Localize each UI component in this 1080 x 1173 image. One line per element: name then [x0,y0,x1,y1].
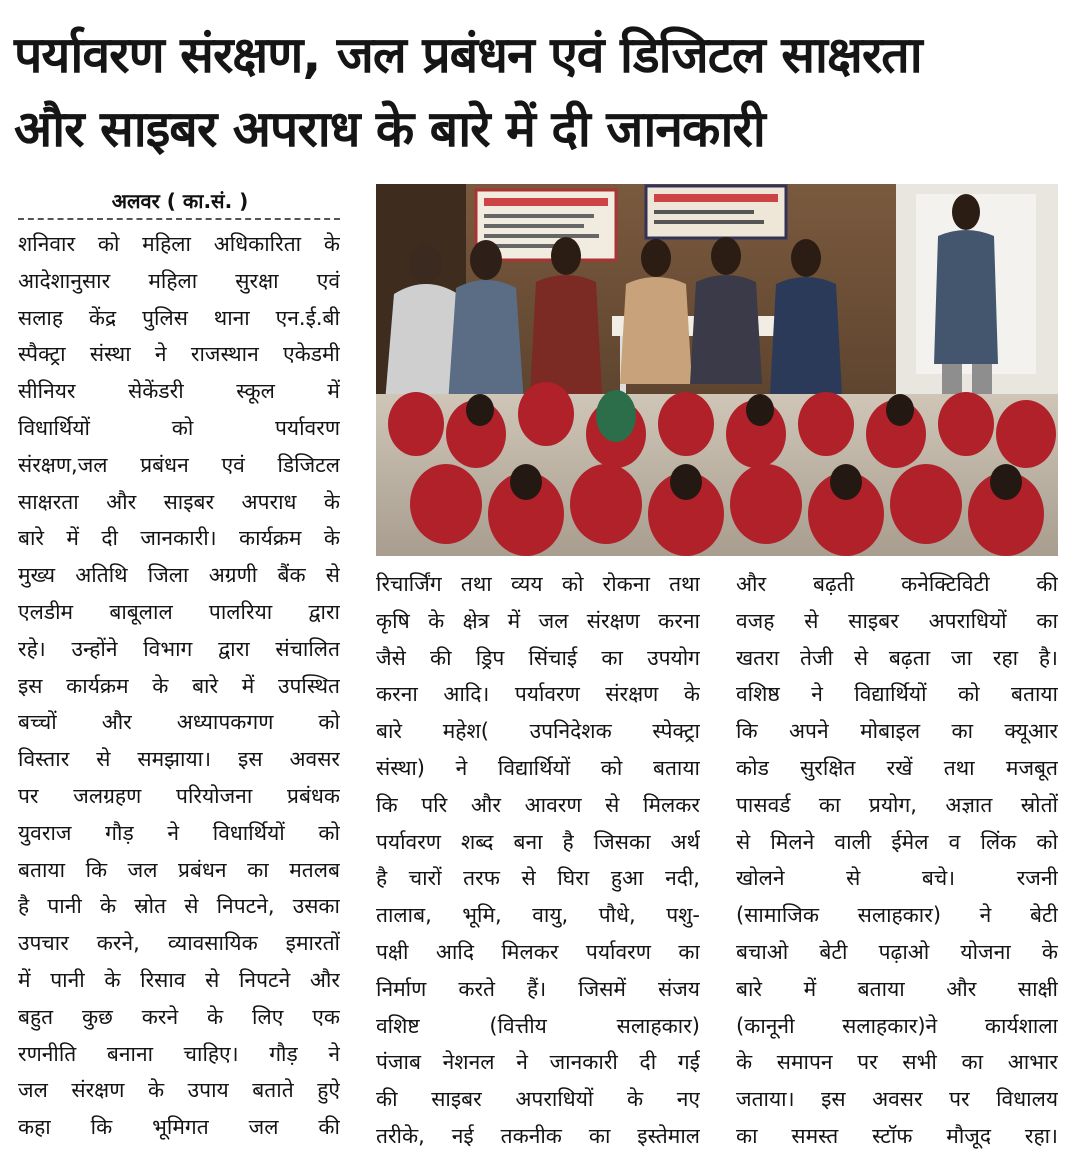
article-line: उपचार करने, व्यावसायिक इमारतों [18,931,340,956]
article-line: कहा कि भूमिगत जल की [18,1115,340,1140]
article-line: बचाओ बेटी पढ़ाओ योजना के [736,939,1058,964]
article-line: पंजाब नेशनल ने जानकारी दी गई [376,1050,700,1075]
article-column-2 [376,566,700,1155]
article-line: जल संरक्षण के उपाय बताते हुऐ [18,1078,340,1103]
article-line: है पानी के स्रोत से निपटने, उसका [18,894,340,919]
article-line: कि परि और आवरण से मिलकर [376,792,700,817]
article-line: स्पैक्ट्रा संस्था ने राजस्थान एकेडमी [18,342,340,367]
article-column-3 [736,566,1058,1155]
article-line: पासवर्ड का प्रयोग, अज्ञात स्रोतों [736,792,1058,817]
article-line: रहे। उन्होंने विभाग द्वारा संचालित [18,636,340,661]
article-line: और बढ़ती कनेक्टिविटी की [736,572,1058,596]
article-line: कृषि के क्षेत्र में जल संरक्षण करना [376,608,700,633]
article-line: वशिष्ट (वित्तीय सलाहकार) [376,1013,700,1038]
article-line: बताया कि जल प्रबंधन का मतलब [18,857,340,882]
byline-text: अलवर ( का.सं. ) [111,189,249,213]
article-line: युवराज गौड़ ने विधार्थियों को [18,820,340,845]
article-line: रणनीति बनाना चाहिए। गौड़ ने [18,1041,340,1066]
article-line: पर्यावरण शब्द बना है जिसका अर्थ [376,829,700,854]
article-line: संरक्षण,जल प्रबंधन एवं डिजिटल [18,452,340,477]
article-line: वशिष्ठ ने विद्यार्थियों को बताया [736,682,1058,707]
news-photo-icon [376,184,1058,556]
article-line: बारे महेश( उपनिदेशक स्पेक्ट्रा [376,719,700,744]
article-line: सीनियर सेकेंडरी स्कूल में [18,379,340,404]
article-line: बारे में दी जानकारी। कार्यक्रम के [18,526,340,551]
article-line: कोड सुरक्षित रखें तथा मजबूत [736,755,1058,780]
article-line: एलडीम बाबूलाल पालरिया द्वारा [18,599,340,624]
article-line: बहुत कुछ करने के लिए एक [18,1004,340,1029]
article-line: का समस्त स्टॉफ मौजूद रहा। [736,1123,1058,1148]
article-line: में पानी के रिसाव से निपटने और [18,967,340,992]
article-column-1 [18,226,340,1146]
article-line: बच्चों और अध्यापकगण को [18,710,340,735]
article-line: खोलने से बचे। रजनी [736,866,1058,891]
article-line: आदेशानुसार महिला सुरक्षा एवं [18,268,340,293]
article-line: संस्था) ने विद्यार्थियों को बताया [376,755,700,780]
article-line: की साइबर अपराधियों के नए [376,1087,700,1112]
article-line: (कानूनी सलाहकार)ने कार्यशाला [736,1013,1058,1038]
article-line: जताया। इस अवसर पर विधालय [736,1087,1058,1112]
article-line: विस्तार से समझाया। इस अवसर [18,747,340,772]
headline [14,18,1066,166]
article-line: इस कार्यक्रम के बारे में उपस्थित [18,673,340,698]
article-line: पर जलग्रहण परियोजना प्रबंधक [18,783,340,808]
article-line: (सामाजिक सलाहकार) ने बेटी [736,903,1058,928]
byline [18,186,342,216]
article-line: तालाब, भूमि, वायु, पौधे, पशु- [376,903,700,928]
article-line: से मिलने वाली ईमेल व लिंक को [736,829,1058,854]
article-line: के समापन पर सभी का आभार [736,1050,1058,1075]
article-line: करना आदि। पर्यावरण संरक्षण के [376,682,700,707]
headline-line-2: और साइबर अपराध के बारे में दी जानकारी [14,100,765,158]
article-line: मुख्य अतिथि जिला अग्रणी बैंक से [18,563,340,588]
article-line: विधार्थियों को पर्यावरण [18,415,340,440]
headline-line-1: पर्यावरण संरक्षण, जल प्रबंधन एवं डिजिटल साक्षरता [14,26,922,84]
article-line: शनिवार को महिला अधिकारिता के [18,232,340,256]
article-line: निर्माण करते हैं। जिसमें संजय [376,976,700,1001]
article-line: जैसे की ड्रिप सिंचाई का उपयोग [376,645,700,670]
news-photo [376,184,1058,556]
article-line: खतरा तेजी से बढ़ता जा रहा है। [736,645,1058,670]
article-line: वजह से साइबर अपराधियों का [736,608,1058,633]
byline-divider [18,218,340,220]
article-line: तरीके, नई तकनीक का इस्तेमाल [376,1123,700,1148]
article-line: सलाह केंद्र पुलिस थाना एन.ई.बी [18,305,340,330]
article-line: कि अपने मोबाइल का क्यूआर [736,719,1058,744]
article-line: है चारों तरफ से घिरा हुआ नदी, [376,866,700,891]
article-line: बारे में बताया और साक्षी [736,976,1058,1001]
article-line: पक्षी आदि मिलकर पर्यावरण का [376,939,700,964]
article-line: रिचार्जिंग तथा व्यय को रोकना तथा [376,572,700,596]
article-line: साक्षरता और साइबर अपराध के [18,489,340,514]
